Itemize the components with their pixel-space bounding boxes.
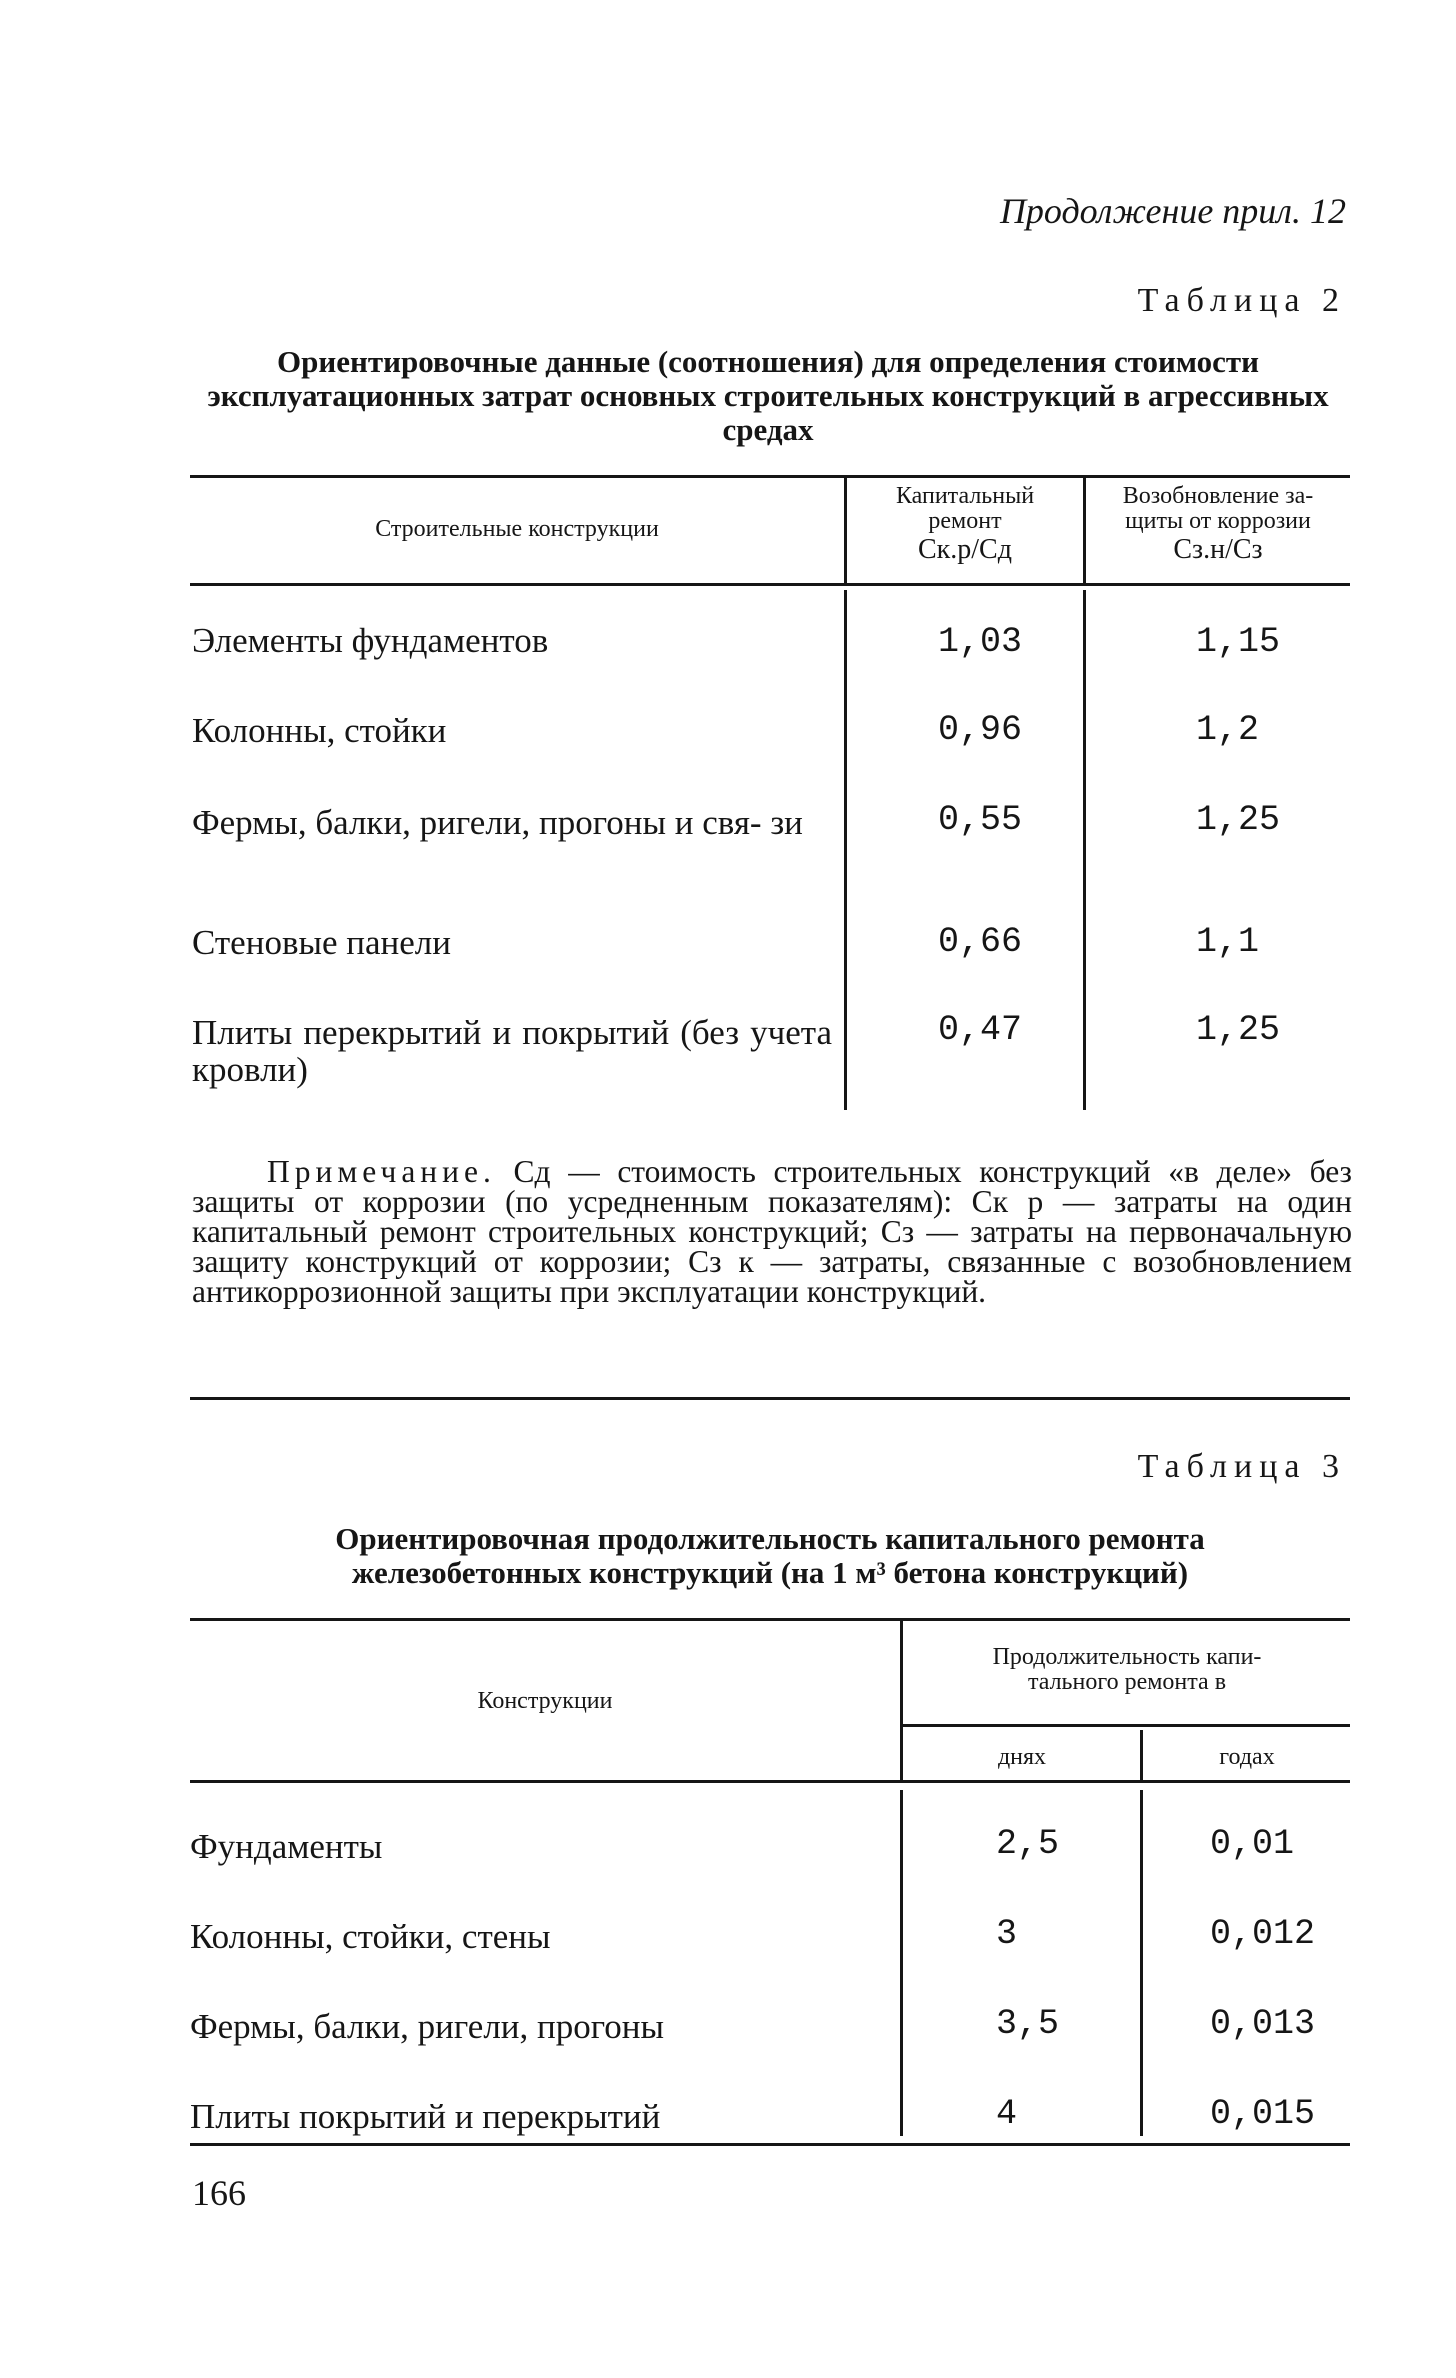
table2-header-renewal	[1086, 484, 1350, 566]
section-separator-rule	[190, 1397, 1350, 1400]
table3-row-days: 3,5	[996, 2004, 1060, 2044]
table2-row-renewal: 1,1	[1196, 922, 1260, 962]
table3-subheader-rule	[902, 1724, 1350, 1727]
table3-header-construction: Конструкции	[477, 1688, 613, 1714]
header-formula: Ск.р/Сд	[918, 534, 1012, 565]
header-line: ремонт	[928, 508, 1002, 534]
table2-row-capital-repair: 1,03	[938, 622, 1023, 662]
note-label: Примечание.	[267, 1154, 496, 1189]
table2-row-renewal: 1,15	[1196, 622, 1281, 662]
table2-col-divider-2-body	[1083, 590, 1086, 1110]
table3-header-duration	[904, 1645, 1350, 1695]
table2-row-renewal: 1,25	[1196, 1010, 1281, 1050]
table2-row-name: Стеновые панели	[192, 923, 451, 962]
header-line: тального ремонта в	[1027, 1669, 1227, 1695]
table3-col-divider-1	[900, 1620, 903, 1782]
table3-row-days: 2,5	[996, 1824, 1060, 1864]
note-text: Сд — стоимость строительных конструкций «в деле» без защиты от коррозии (по усредненным показателям): Ск р — затраты на один капитальный ремонт строительных конструкций; Сз — затраты на первоначальную защиту конструкций от коррозии; Сз к — затраты, связанные с возобновлением антикоррозионной защиты при эксплуатации конструкций.	[192, 1154, 1353, 1309]
table2-row-renewal: 1,2	[1196, 710, 1260, 750]
table3-row-years: 0,012	[1210, 1914, 1316, 1954]
table3-row-years: 0,01	[1210, 1824, 1295, 1864]
table2-top-rule	[190, 475, 1350, 478]
header-line: Капитальный	[895, 483, 1035, 509]
header-line: Возобновление за-	[1122, 483, 1314, 509]
table2-row-renewal: 1,25	[1196, 800, 1281, 840]
table2-title: Ориентировочные данные (соотношения) для определения стоимости эксплуатационных затрат основных строительных конструкций в агрессивных средах	[207, 344, 1329, 447]
table2-col-divider-1-body	[844, 590, 847, 1110]
header-formula: Сз.н/Сз	[1173, 534, 1263, 565]
table3-row-name: Фундаменты	[190, 1827, 383, 1866]
table3-row-name: Плиты покрытий и перекрытий	[190, 2097, 661, 2136]
continuation-header: Продолжение прил. 12	[999, 191, 1346, 231]
table3-title: Ориентировочная продолжительность капитального ремонта железобетонных конструкций (на 1 м³ бетона конструкций)	[335, 1521, 1205, 1590]
table3-col-divider-1-body	[900, 1790, 903, 2136]
table3-header-years: годах	[1219, 1744, 1275, 1770]
table3-header-days: днях	[997, 1744, 1047, 1770]
table3-row-name: Фермы, балки, ригели, прогоны	[190, 2007, 664, 2046]
table2-header-capital-repair	[847, 484, 1083, 566]
table3-header-rule	[190, 1780, 1350, 1783]
table2-note	[192, 1154, 1353, 1309]
table2-row-name: Фермы, балки, ригели, прогоны и свя- зи	[192, 803, 803, 842]
header-line: щиты от коррозии	[1125, 508, 1311, 534]
table3-row-days: 4	[996, 2094, 1018, 2134]
table2-row-capital-repair: 0,96	[938, 710, 1023, 750]
table2-row-name: Плиты перекрытий и покрытий (без учета кровли)	[192, 1013, 832, 1089]
table3-row-name: Колонны, стойки, стены	[190, 1917, 551, 1956]
table3-col-divider-2-header	[1140, 1730, 1143, 1780]
table2-header-rule	[190, 583, 1350, 586]
table2-row-name: Колонны, стойки	[192, 711, 447, 750]
table3-row-years: 0,013	[1210, 2004, 1316, 2044]
table2-row-capital-repair: 0,66	[938, 922, 1023, 962]
table2-row-name: Элементы фундаментов	[192, 621, 549, 660]
table3-row-years: 0,015	[1210, 2094, 1316, 2134]
table3-bottom-rule	[190, 2143, 1350, 2146]
table3-row-days: 3	[996, 1914, 1018, 1954]
header-line: Продолжительность капи-	[992, 1644, 1262, 1670]
table3-label: Таблица 3	[1137, 1448, 1346, 1485]
table3-col-divider-2-body	[1140, 1790, 1143, 2136]
table2-row-capital-repair: 0,47	[938, 1010, 1023, 1050]
table2-header-construction: Строительные конструкции	[375, 516, 659, 542]
page-number: 166	[192, 2173, 246, 2213]
table2-row-capital-repair: 0,55	[938, 800, 1023, 840]
table2-label: Таблица 2	[1137, 282, 1346, 319]
table3-top-rule	[190, 1618, 1350, 1621]
